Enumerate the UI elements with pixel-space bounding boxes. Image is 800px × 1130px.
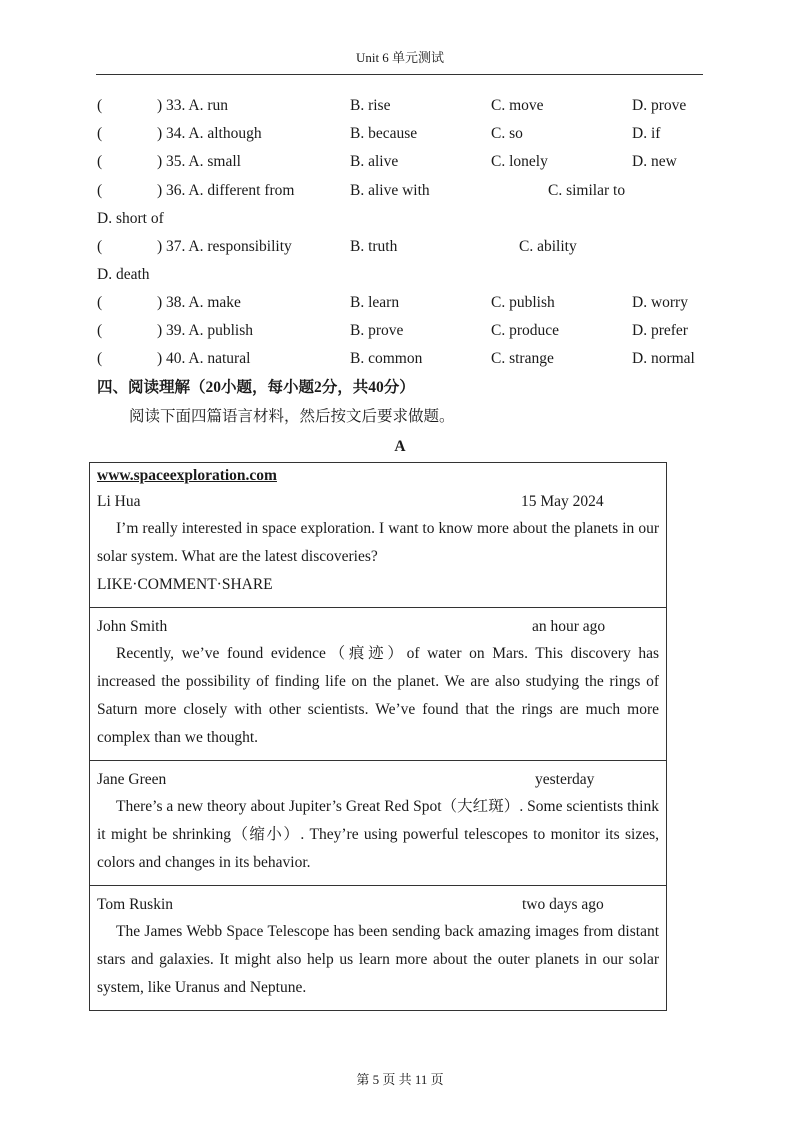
question-option-c: C. move — [491, 97, 544, 114]
comment-author: John Smith — [97, 618, 168, 635]
comment-author: Jane Green — [97, 771, 167, 788]
question-option-c: C. strange — [491, 350, 554, 367]
answer-blank-open: ( — [97, 125, 103, 142]
comment-text: The James Webb Space Telescope has been sending back amazing images from distant stars and galaxies. It might also help us learn more about the outer planets in our solar system, like Uranus and Neptune. — [97, 923, 659, 996]
answer-blank-open: ( — [97, 322, 103, 339]
comment-time: yesterday — [535, 771, 595, 788]
question-row-40 — [97, 347, 717, 371]
question-row-37 — [97, 235, 717, 259]
question-option-b: B. truth — [350, 238, 398, 255]
question-option-a: ) 35. A. small — [157, 153, 241, 170]
post-meta — [97, 489, 659, 515]
comment-text: There’s a new theory about Jupiter’s Great Red Spot（大红斑）. Some scientists think it might be shrinking（缩小）. They’re using powerful telescopes to monitor its sizes, colors and changes in its behavior. — [97, 798, 659, 871]
question-option-d: D. normal — [632, 350, 695, 367]
question-option-d: D. new — [632, 153, 677, 170]
question-option-d: D. prove — [632, 97, 687, 114]
question-option-c: C. produce — [491, 322, 560, 339]
question-option-b: B. alive — [350, 153, 399, 170]
question-option-a: ) 40. A. natural — [157, 350, 251, 367]
question-row-39 — [97, 319, 717, 343]
post-date: 15 May 2024 — [521, 493, 604, 510]
question-option-b: B. rise — [350, 97, 391, 114]
question-row-38 — [97, 291, 717, 315]
answer-blank-open: ( — [97, 97, 103, 114]
question-option-b: B. prove — [350, 322, 404, 339]
post-text: I’m really interested in space exploration. I want to know more about the planets in our solar system. What are the latest discoveries? — [97, 520, 659, 565]
comment-meta — [97, 892, 659, 918]
question-option-a: ) 39. A. publish — [157, 322, 254, 339]
original-post — [90, 463, 666, 607]
comment-meta — [97, 767, 659, 793]
question-option-d: D. worry — [632, 294, 688, 311]
section-instruction: 阅读下面四篇语言材料，然后按文后要求做题。 — [129, 408, 455, 425]
comment — [90, 760, 666, 885]
forum-post-box — [89, 462, 667, 1011]
question-option-a: ) 38. A. make — [157, 294, 241, 311]
question-row-34 — [97, 122, 717, 146]
question-option-c: C. publish — [491, 294, 555, 311]
question-option-b: B. alive with — [350, 182, 430, 199]
comment-time: two days ago — [522, 896, 604, 913]
comment-text: Recently, we’ve found evidence（痕迹）of water on Mars. This discovery has increased the possibility of finding life on the planet. We are also studying the rings of Saturn more closely with other scientists. We’ve found that the rings are much more complex than we thought. — [97, 645, 659, 746]
question-option-d: D. short of — [97, 210, 164, 227]
website-url: www.spaceexploration.com — [97, 467, 277, 484]
question-option-c: C. similar to — [548, 182, 626, 199]
header-divider — [96, 74, 703, 75]
question-option-b: B. common — [350, 350, 423, 367]
comment-time: an hour ago — [532, 618, 606, 635]
comment — [90, 607, 666, 760]
question-option-c: C. ability — [519, 238, 577, 255]
answer-blank-open: ( — [97, 238, 103, 255]
question-option-c: C. so — [491, 125, 523, 142]
question-option-a: ) 33. A. run — [157, 97, 229, 114]
question-option-a: ) 34. A. although — [157, 125, 262, 142]
page-header: Unit 6 单元测试 — [355, 50, 445, 65]
comment — [90, 885, 666, 1010]
question-row-36 — [97, 179, 717, 203]
question-option-d: D. prefer — [632, 322, 688, 339]
answer-blank-open: ( — [97, 350, 103, 367]
comment-author: Tom Ruskin — [97, 896, 173, 913]
question-option-d: D. death — [97, 266, 150, 283]
comment-meta — [97, 614, 659, 640]
section-heading: 四、阅读理解（20小题，每小题2分，共40分） — [97, 379, 415, 396]
question-row-33 — [97, 94, 717, 118]
answer-blank-open: ( — [97, 153, 103, 170]
page-number: 第 5 页 共 11 页 — [356, 1072, 444, 1087]
question-option-b: B. because — [350, 125, 418, 142]
post-actions: LIKE·COMMENT·SHARE — [97, 576, 273, 593]
passage-label: A — [394, 438, 406, 455]
answer-blank-open: ( — [97, 294, 103, 311]
answer-blank-open: ( — [97, 182, 103, 199]
post-author: Li Hua — [97, 493, 141, 510]
question-option-c: C. lonely — [491, 153, 548, 170]
question-option-b: B. learn — [350, 294, 400, 311]
question-option-a: ) 36. A. different from — [157, 182, 295, 199]
question-row-35 — [97, 150, 717, 174]
question-option-d: D. if — [632, 125, 661, 142]
question-option-a: ) 37. A. responsibility — [157, 238, 292, 255]
